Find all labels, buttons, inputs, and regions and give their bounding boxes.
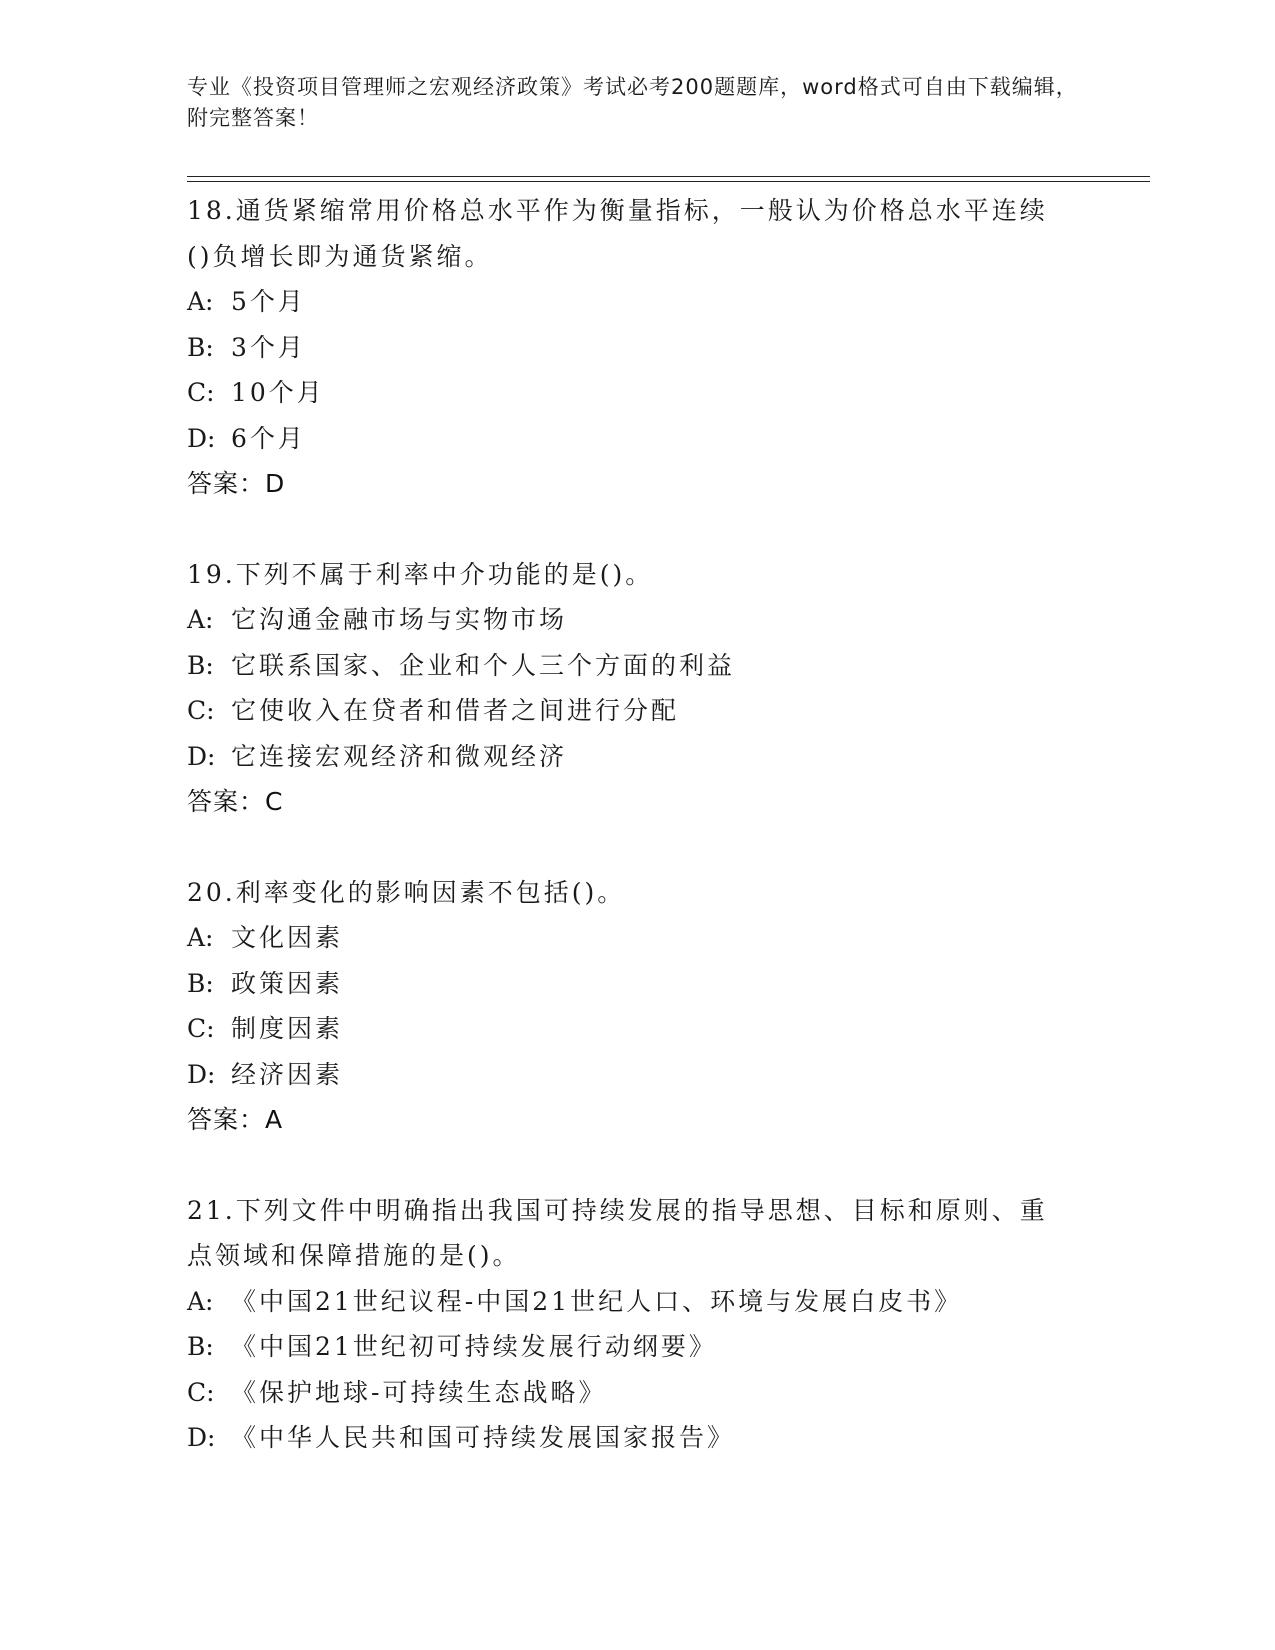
answer: 答案：D [187, 469, 286, 498]
document-header: 专业《投资项目管理师之宏观经济政策》考试必考200题题库，word格式可自由下载编辑，附完整答案！ [187, 75, 1078, 130]
option-text: 5个月 [231, 287, 306, 316]
option-label: D: [187, 423, 216, 453]
option-d [187, 416, 1087, 462]
option-label: A: [187, 287, 214, 316]
option-text: 它使收入在贷者和借者之间进行分配 [231, 696, 680, 725]
option-text: 制度因素 [231, 1014, 344, 1043]
option-d [187, 1052, 1087, 1098]
option-label: D: [187, 1059, 216, 1089]
option-text: 6个月 [231, 423, 306, 453]
answer: 答案：A [187, 1105, 284, 1134]
question-19 [187, 552, 1087, 825]
option-b [187, 325, 1087, 371]
option-label: A: [187, 605, 214, 634]
option-a [187, 279, 1087, 325]
question-18 [187, 188, 1087, 507]
question-stem: 19.下列不属于利率中介功能的是()。 [187, 559, 654, 589]
option-b [187, 1324, 1087, 1370]
option-text: 它沟通金融市场与实物市场 [231, 605, 568, 634]
option-c [187, 1370, 1087, 1416]
option-text: 文化因素 [231, 923, 344, 952]
option-text: 10个月 [231, 378, 325, 407]
option-label: C: [187, 696, 215, 725]
option-b [187, 643, 1087, 689]
header-divider [187, 176, 1150, 177]
option-text: 经济因素 [231, 1059, 344, 1089]
option-text: 《中华人民共和国可持续发展国家报告》 [231, 1423, 736, 1452]
option-text: 它连接宏观经济和微观经济 [231, 741, 568, 771]
option-label: B: [187, 968, 214, 998]
option-a [187, 1279, 1087, 1325]
question-21 [187, 1188, 1087, 1461]
option-text: 《中国21世纪初可持续发展行动纲要》 [231, 1332, 717, 1361]
option-b [187, 961, 1087, 1007]
option-text: 政策因素 [231, 968, 344, 998]
option-text: 3个月 [231, 332, 306, 362]
answer: 答案：C [187, 787, 284, 816]
option-text: 《保护地球-可持续生态战略》 [231, 1377, 607, 1407]
option-a [187, 915, 1087, 961]
option-c [187, 688, 1087, 734]
option-d [187, 734, 1087, 780]
option-label: C: [187, 1377, 215, 1407]
header-divider-second [187, 181, 1150, 182]
option-label: D: [187, 1423, 216, 1452]
option-d [187, 1415, 1087, 1461]
option-label: C: [187, 1014, 215, 1043]
option-label: D: [187, 741, 216, 771]
option-c [187, 1006, 1087, 1052]
option-label: B: [187, 332, 214, 362]
option-label: B: [187, 1332, 214, 1361]
option-c [187, 370, 1087, 416]
option-text: 它联系国家、企业和个人三个方面的利益 [231, 650, 736, 680]
questions-list [187, 188, 1087, 1506]
question-20 [187, 870, 1087, 1143]
option-label: C: [187, 378, 215, 407]
option-label: B: [187, 650, 214, 680]
option-label: A: [187, 1286, 214, 1316]
option-text: 《中国21世纪议程-中国21世纪人口、环境与发展白皮书》 [231, 1286, 963, 1316]
question-stem: 18.通货紧缩常用价格总水平作为衡量指标，一般认为价格总水平连续()负增长即为通货紧缩。 [187, 196, 1048, 271]
question-stem: 21.下列文件中明确指出我国可持续发展的指导思想、目标和原则、重点领域和保障措施的是()。 [187, 1195, 1048, 1270]
question-stem: 20.利率变化的影响因素不包括()。 [187, 877, 626, 907]
option-label: A: [187, 923, 214, 952]
option-a [187, 597, 1087, 643]
